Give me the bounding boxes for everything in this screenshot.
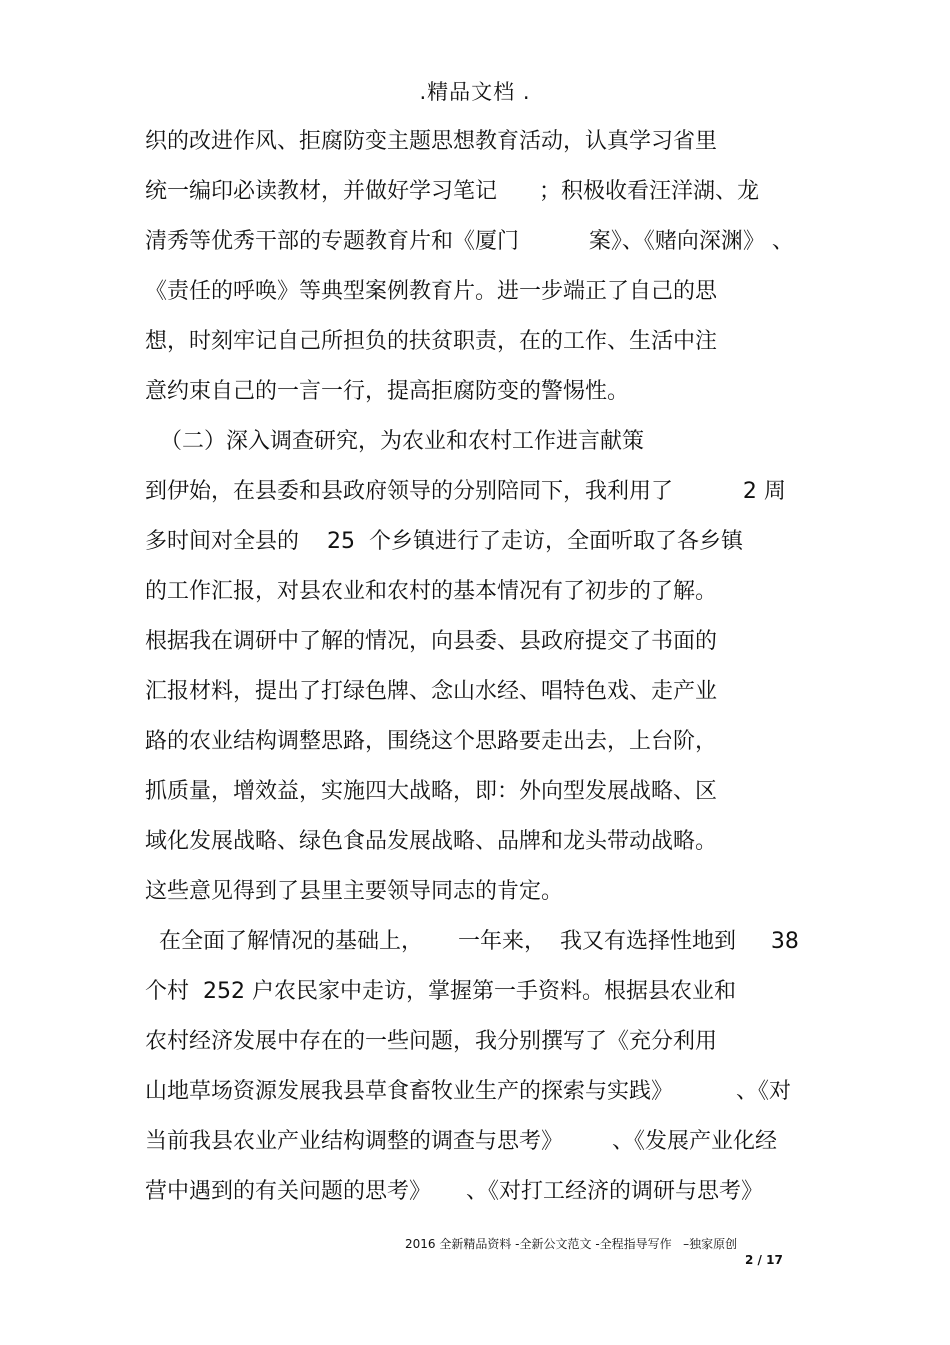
text-line: 这些意见得到了县里主要领导同志的肯定。 xyxy=(145,879,564,904)
text-line: 域化发展战略、绿色食品发展战略、品牌和龙头带动战略。 xyxy=(145,829,718,854)
text-line: 织的改进作风、拒腐防变主题思想教育活动，认真学习省里 xyxy=(145,129,718,154)
section-heading: （二）深入调查研究，为农业和农村工作进言献策 xyxy=(160,429,645,454)
page-header-title: .精品文档 . xyxy=(419,80,531,104)
text-line: 根据我在调研中了解的情况，向县委、县政府提交了书面的 xyxy=(145,629,718,654)
text-line: 农村经济发展中存在的一些问题，我分别撰写了《充分利用 xyxy=(145,1029,718,1054)
text-line: 营中遇到的有关问题的思考》 、《对打工经济的调研与思考》 xyxy=(145,1179,763,1204)
page-number: 2 / 17 xyxy=(745,1253,783,1267)
text-line: 《责任的呼唤》等典型案例教育片。进一步端正了自己的思 xyxy=(145,279,718,304)
text-line: 路的农业结构调整思路，围绕这个思路要走出去，上台阶， xyxy=(145,729,718,754)
text-line: 个村 252 户农民家中走访，掌握第一手资料。根据县农业和 xyxy=(145,979,736,1004)
text-line: 想，时刻牢记自己所担负的扶贫职责，在的工作、生活中注 xyxy=(145,329,718,354)
text-line: 到伊始，在县委和县政府领导的分别陪同下，我利用了 2 周 xyxy=(145,479,786,504)
text-line: 的工作汇报，对县农业和农村的基本情况有了初步的了解。 xyxy=(145,579,718,604)
text-line: 意约束自己的一言一行，提高拒腐防变的警惕性。 xyxy=(145,379,630,404)
text-line: 山地草场资源发展我县草食畜牧业生产的探索与实践》 、《对 xyxy=(145,1079,791,1104)
footer-text: 2016 全新精品资料 -全新公文范文 -全程指导写作 –独家原创 xyxy=(405,1237,738,1251)
text-line: 抓质量，增效益，实施四大战略，即：外向型发展战略、区 xyxy=(145,779,718,804)
text-line: 统一编印必读教材，并做好学习笔记 ；积极收看汪洋湖、龙 xyxy=(145,179,759,204)
text-line: 汇报材料，提出了打绿色牌、念山水经、唱特色戏、走产业 xyxy=(145,679,718,704)
text-line: 当前我县农业产业结构调整的调查与思考》 、《发展产业化经 xyxy=(145,1129,777,1154)
text-line: 在全面了解情况的基础上， 一年来， 我又有选择性地到 38 xyxy=(145,929,799,954)
text-line: 清秀等优秀干部的专题教育片和《厦门 案》、《赌向深渊》 、 xyxy=(145,229,794,254)
text-line: 多时间对全县的 25 个乡镇进行了走访，全面听取了各乡镇 xyxy=(145,529,743,554)
